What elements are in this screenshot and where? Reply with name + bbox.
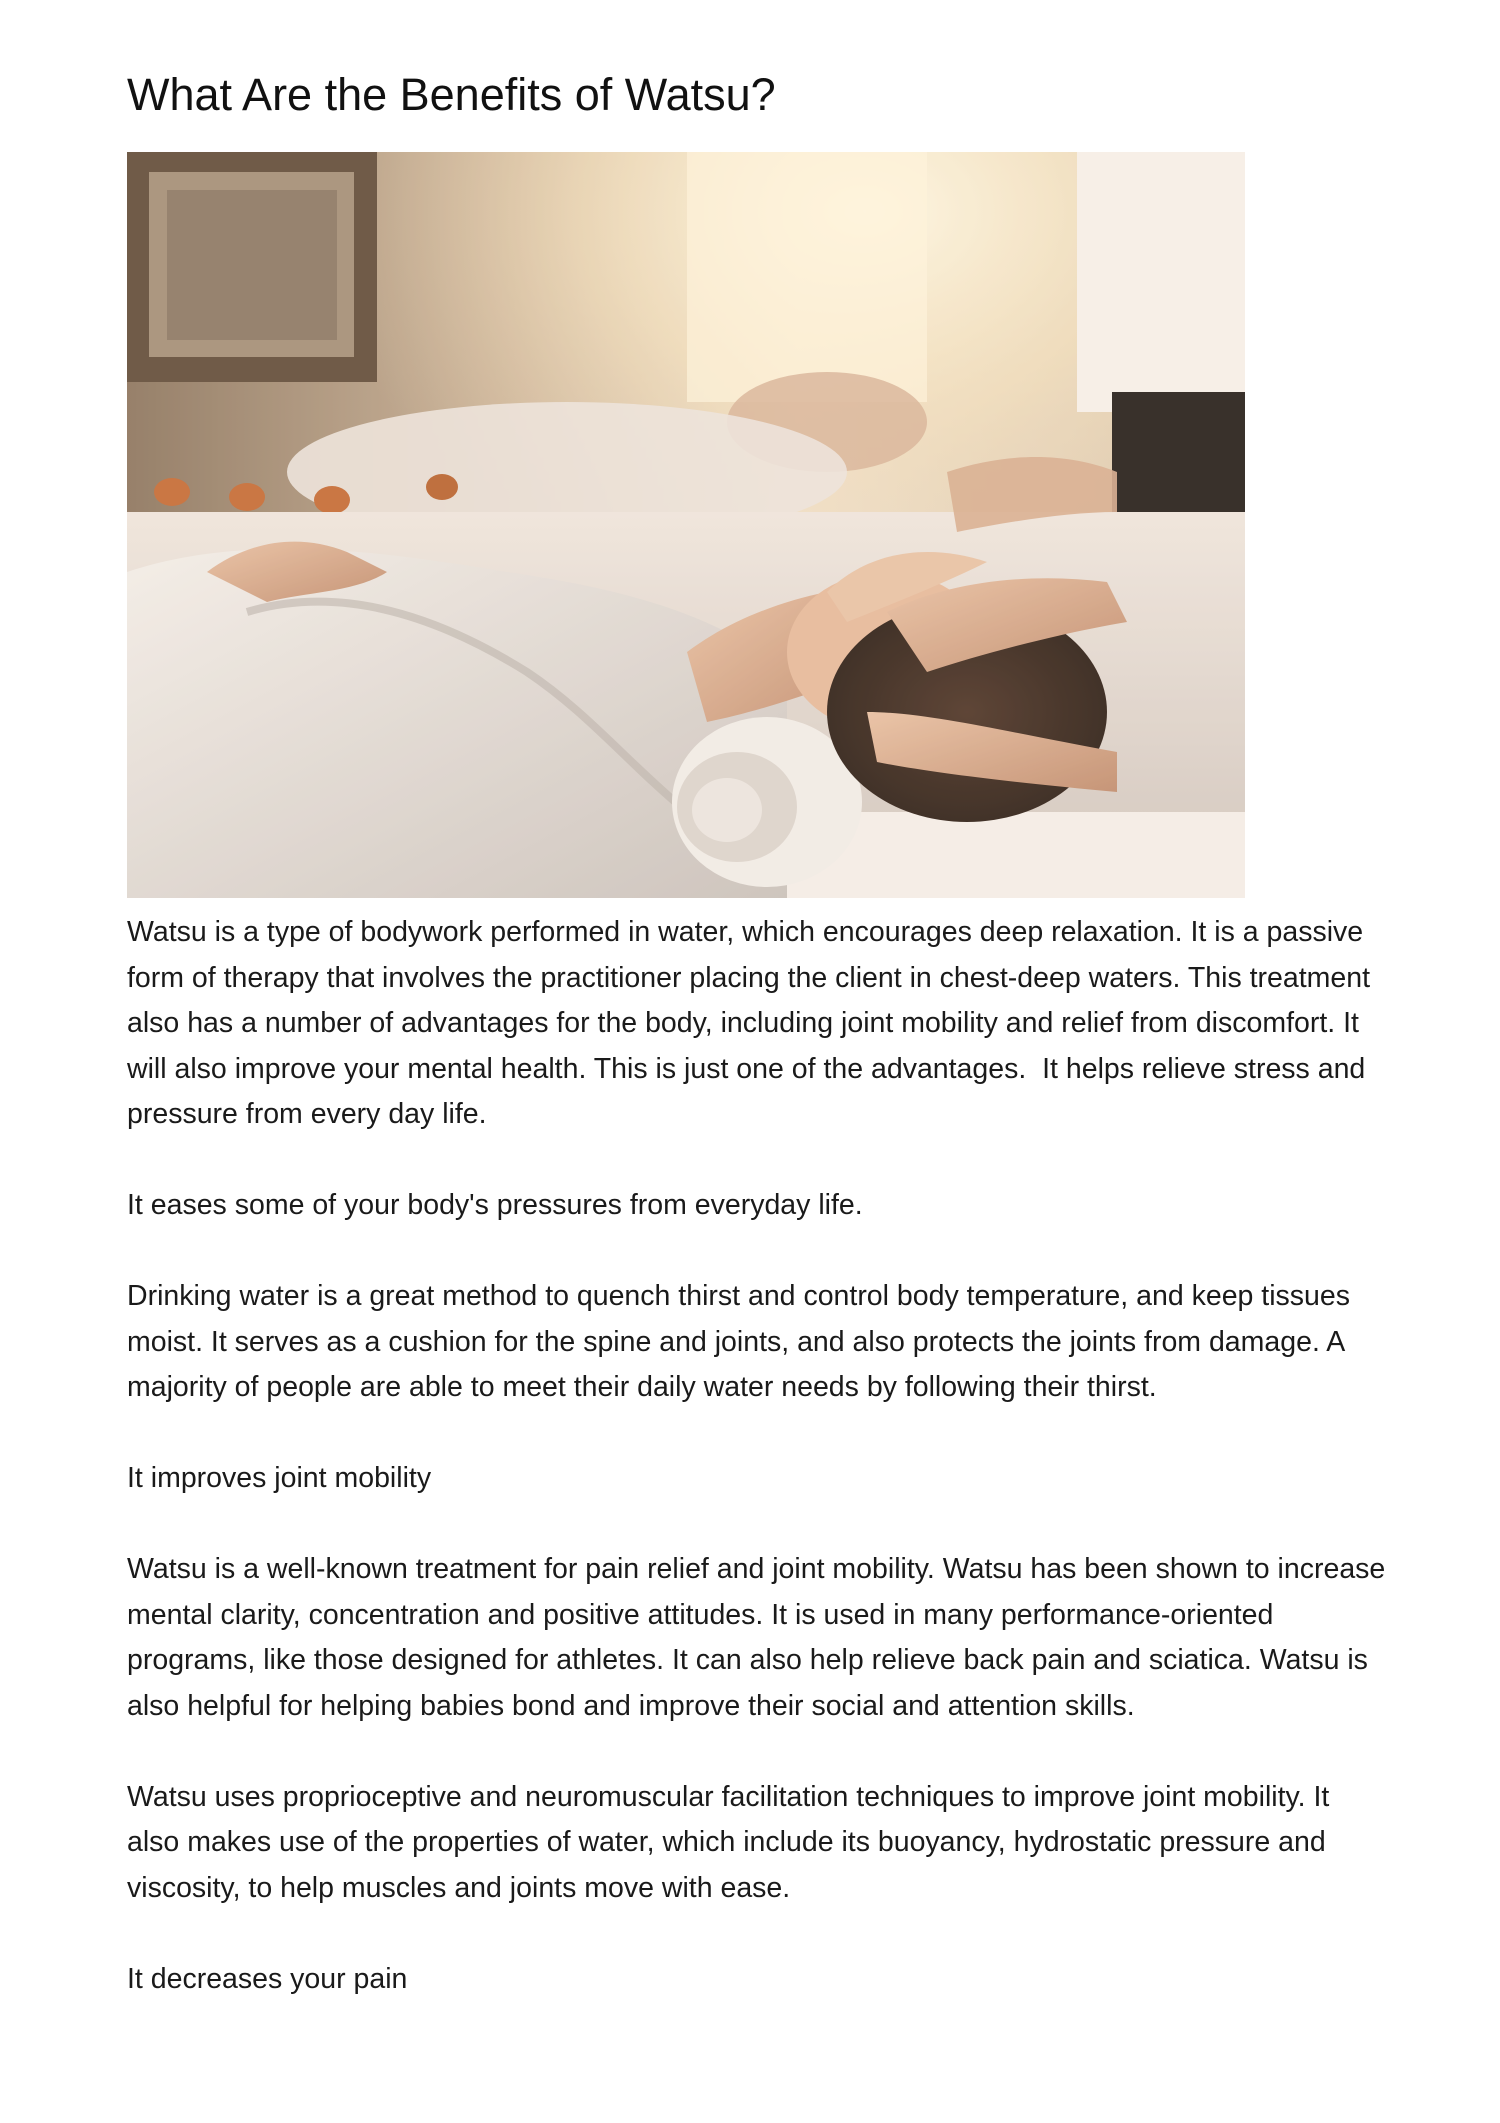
- paragraph-eases-pressure: It eases some of your body's pressures from everyday life.: [127, 1189, 863, 1221]
- subheading-joint-mobility: It improves joint mobility: [127, 1462, 432, 1494]
- spa-massage-image: [127, 152, 1245, 898]
- article-title: What Are the Benefits of Watsu?: [127, 69, 776, 120]
- article-body: [127, 910, 1394, 2002]
- spa-massage-illustration: [127, 152, 1245, 898]
- paragraph-techniques: Watsu uses proprioceptive and neuromuscular facilitation techniques to improve joint mobility. It also makes use of the properties of water, which include its buoyancy, hydrostatic pressure and viscosity, to help muscles and joints move with ease.: [127, 1780, 1338, 1904]
- subheading-decreases-pain: It decreases your pain: [127, 1962, 408, 1995]
- paragraph-intro: Watsu is a type of bodywork performed in water, which encourages deep relaxation. It is a passive form of therapy that involves the practitioner placing the client in chest-deep waters. This treatment also has a number of advantages for the body, including joint mobility and relief from discomfort. It will also improve your mental health. This is just one of the advantages. It helps relieve stress and pressure from every day life.: [127, 916, 1378, 1130]
- paragraph-pain-relief: Watsu is a well-known treatment for pain relief and joint mobility. Watsu has been shown to increase mental clarity, concentration and positive attitudes. It is used in many performance-oriented programs, like those designed for athletes. It can also help relieve back pain and sciatica. Watsu is also helpful for helping babies bond and improve their social and attention skills.: [127, 1553, 1394, 1722]
- paragraph-drinking-water: Drinking water is a great method to quench thirst and control body temperature, and keep tissues moist. It serves as a cushion for the spine and joints, and also protects the joints from damage. A majority of people are able to meet their daily water needs by following their thirst.: [127, 1280, 1358, 1403]
- article: [127, 0, 1394, 2048]
